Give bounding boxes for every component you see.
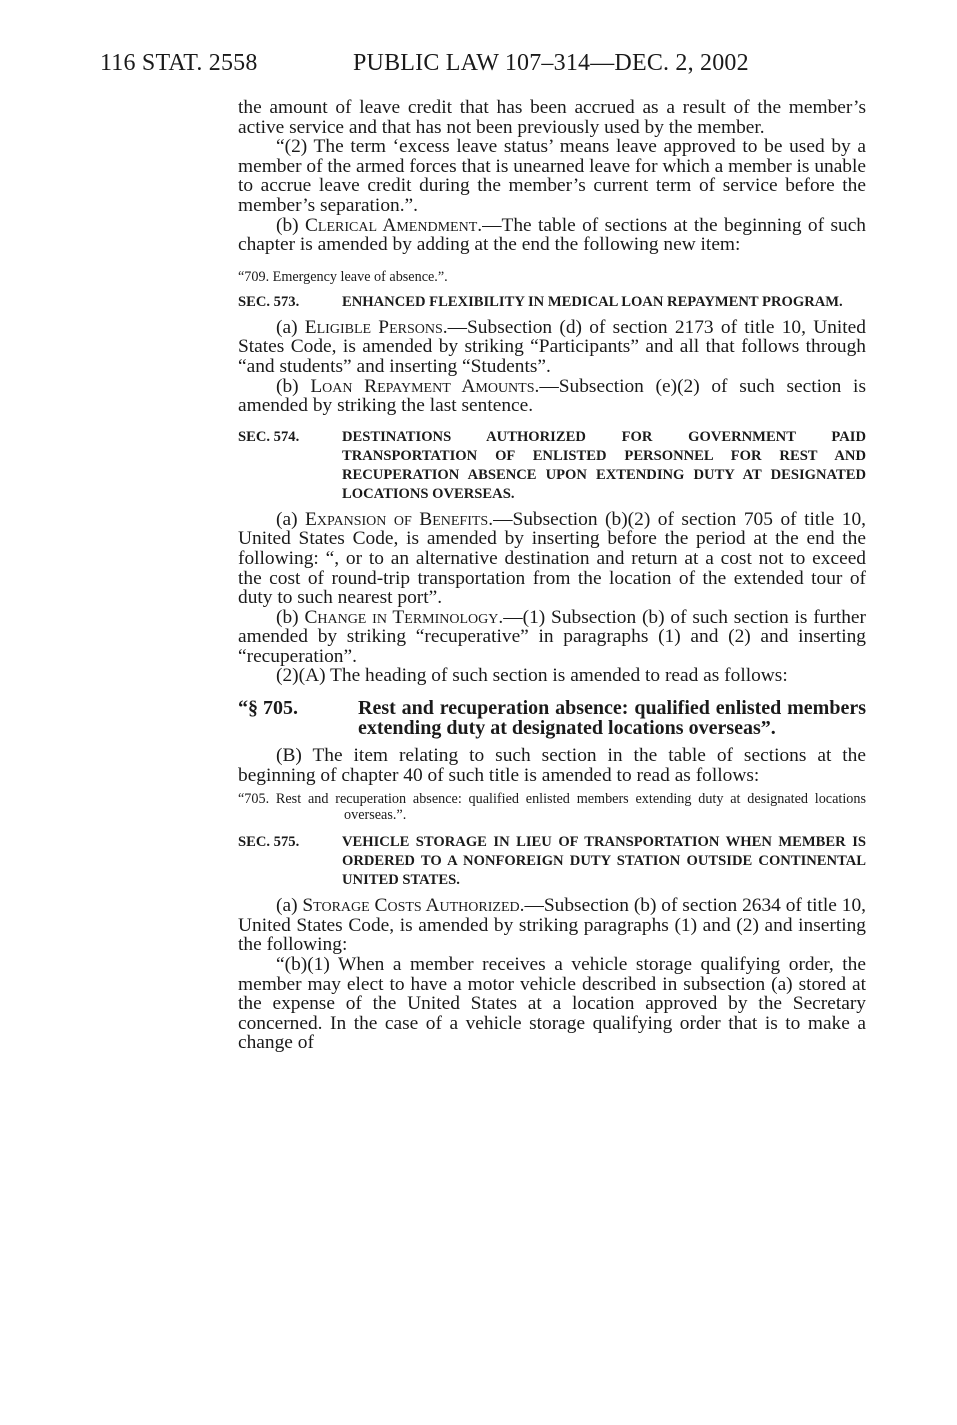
section-title: ENHANCED FLEXIBILITY IN MEDICAL LOAN REPAYMENT PROGRAM. bbox=[342, 293, 843, 310]
paragraph-storage-costs-authorized bbox=[238, 896, 866, 955]
statute-page-number: 116 STAT. 2558 bbox=[100, 50, 258, 76]
page-body bbox=[238, 98, 866, 1053]
table-item-705: “705. Rest and recuperation absence: qualified enlisted members extending duty at designated locations overseas.”. bbox=[238, 791, 866, 824]
section-title: DESTINATIONS AUTHORIZED FOR GOVERNMENT PAID TRANSPORTATION OF ENLISTED PERSONNEL FOR REST AND RECUPERATION ABSENCE UPON EXTENDING DUTY AT DESIGNATED LOCATIONS OVERSEAS. bbox=[342, 428, 866, 502]
paragraph-excess-leave-status: “(2) The term ‘excess leave status’ means leave approved to be used by a member of the armed forces that is unearned leave for which a member is unable to accrue leave credit during the member’s current term of service before the member’s separation.”. bbox=[238, 136, 866, 216]
subsection-label: (a) bbox=[276, 895, 303, 917]
section-number: SEC. 574. bbox=[238, 428, 300, 445]
paragraph-expansion-of-benefits bbox=[238, 510, 866, 608]
paragraph-clerical-amendment bbox=[238, 216, 866, 255]
subsection-heading: Loan Repayment Amounts bbox=[310, 375, 535, 397]
public-law-citation: PUBLIC LAW 107–314—DEC. 2, 2002 bbox=[353, 50, 749, 76]
section-title: VEHICLE STORAGE IN LIEU OF TRANSPORTATION WHEN MEMBER IS ORDERED TO A NONFOREIGN DUTY STATION OUTSIDE CONTINENTAL UNITED STATES. bbox=[342, 834, 866, 889]
section-number: SEC. 573. bbox=[238, 293, 300, 310]
paragraph-loan-repayment-amounts bbox=[238, 377, 866, 416]
subsection-label: (b) bbox=[276, 375, 311, 397]
paragraph-vehicle-storage-qualifying-order: “(b)(1) When a member receives a vehicle storage qualifying order, the member may elect to have a motor vehicle described in subsection (a) stored at the expense of the United States at a location approved by the Secretary concerned. In the case of a vehicle storage qualifying order that is to make a change of bbox=[238, 954, 866, 1054]
subsection-text: .—Subsection (e)(2) of such section is amended by striking the last sentence. bbox=[238, 375, 866, 417]
subsection-heading: Change in Terminology bbox=[304, 606, 499, 628]
subsection-text: .—Subsection (b) of section 2634 of title 10, United States Code, is amended by striking paragraphs (1) and (2) and inserting the following: bbox=[238, 895, 866, 956]
paragraph-eligible-persons bbox=[238, 318, 866, 377]
section-heading-574 bbox=[238, 428, 866, 504]
paragraph-continuation: the amount of leave credit that has been accrued as a result of the member’s active service and that has not been previously used by the member. bbox=[238, 97, 866, 138]
paragraph-table-item-amendment: (B) The item relating to such section in the table of sections at the beginning of chapter 40 of such title is amended to read as follows: bbox=[238, 745, 866, 786]
table-item-709: “709. Emergency leave of absence.”. bbox=[238, 268, 448, 285]
amended-section-705-heading bbox=[238, 698, 866, 738]
section-number: SEC. 575. bbox=[238, 834, 300, 851]
subsection-label: (b) bbox=[276, 214, 305, 236]
subsection-text: .—Subsection (d) of section 2173 of title 10, United States Code, is amended by striking “Participants” and all that follows through “and students” and inserting “Students”. bbox=[238, 316, 866, 377]
paragraph-heading-amendment: (2)(A) The heading of such section is amended to read as follows: bbox=[276, 665, 788, 687]
subsection-heading: Eligible Persons bbox=[304, 316, 443, 338]
subsection-label: (b) bbox=[276, 606, 305, 628]
subsection-label: (a) bbox=[276, 508, 306, 530]
subsection-text: .—Subsection (b)(2) of section 705 of title 10, United States Code, is amended by inserting before the period at the end the following: “, or to an alternative destination and return at a cost not to exceed the cost of round-trip transportation from the location of the extended tour of duty to such nearest port”. bbox=[238, 508, 867, 609]
subsection-text: .—(1) Subsection (b) of such section is further amended by striking “recuperative” in paragraphs (1) and (2) and inserting “recuperation”. bbox=[238, 606, 866, 667]
subsection-text: .—The table of sections at the beginning of such chapter is amended by adding at the end the following new item: bbox=[238, 214, 866, 256]
section-heading-575 bbox=[238, 833, 866, 890]
subsection-heading: Expansion of Benefits bbox=[305, 508, 489, 530]
paragraph-change-in-terminology bbox=[238, 608, 866, 667]
subsection-heading: Storage Costs Authorized bbox=[302, 895, 520, 917]
subsection-label: (a) bbox=[276, 316, 305, 338]
section-heading-573 bbox=[238, 293, 866, 312]
section-705-title: Rest and recuperation absence: qualified enlisted members extending duty at designated locations overseas”. bbox=[358, 697, 866, 740]
subsection-heading: Clerical Amendment bbox=[305, 214, 478, 236]
section-symbol-number: “§ 705. bbox=[238, 697, 298, 720]
